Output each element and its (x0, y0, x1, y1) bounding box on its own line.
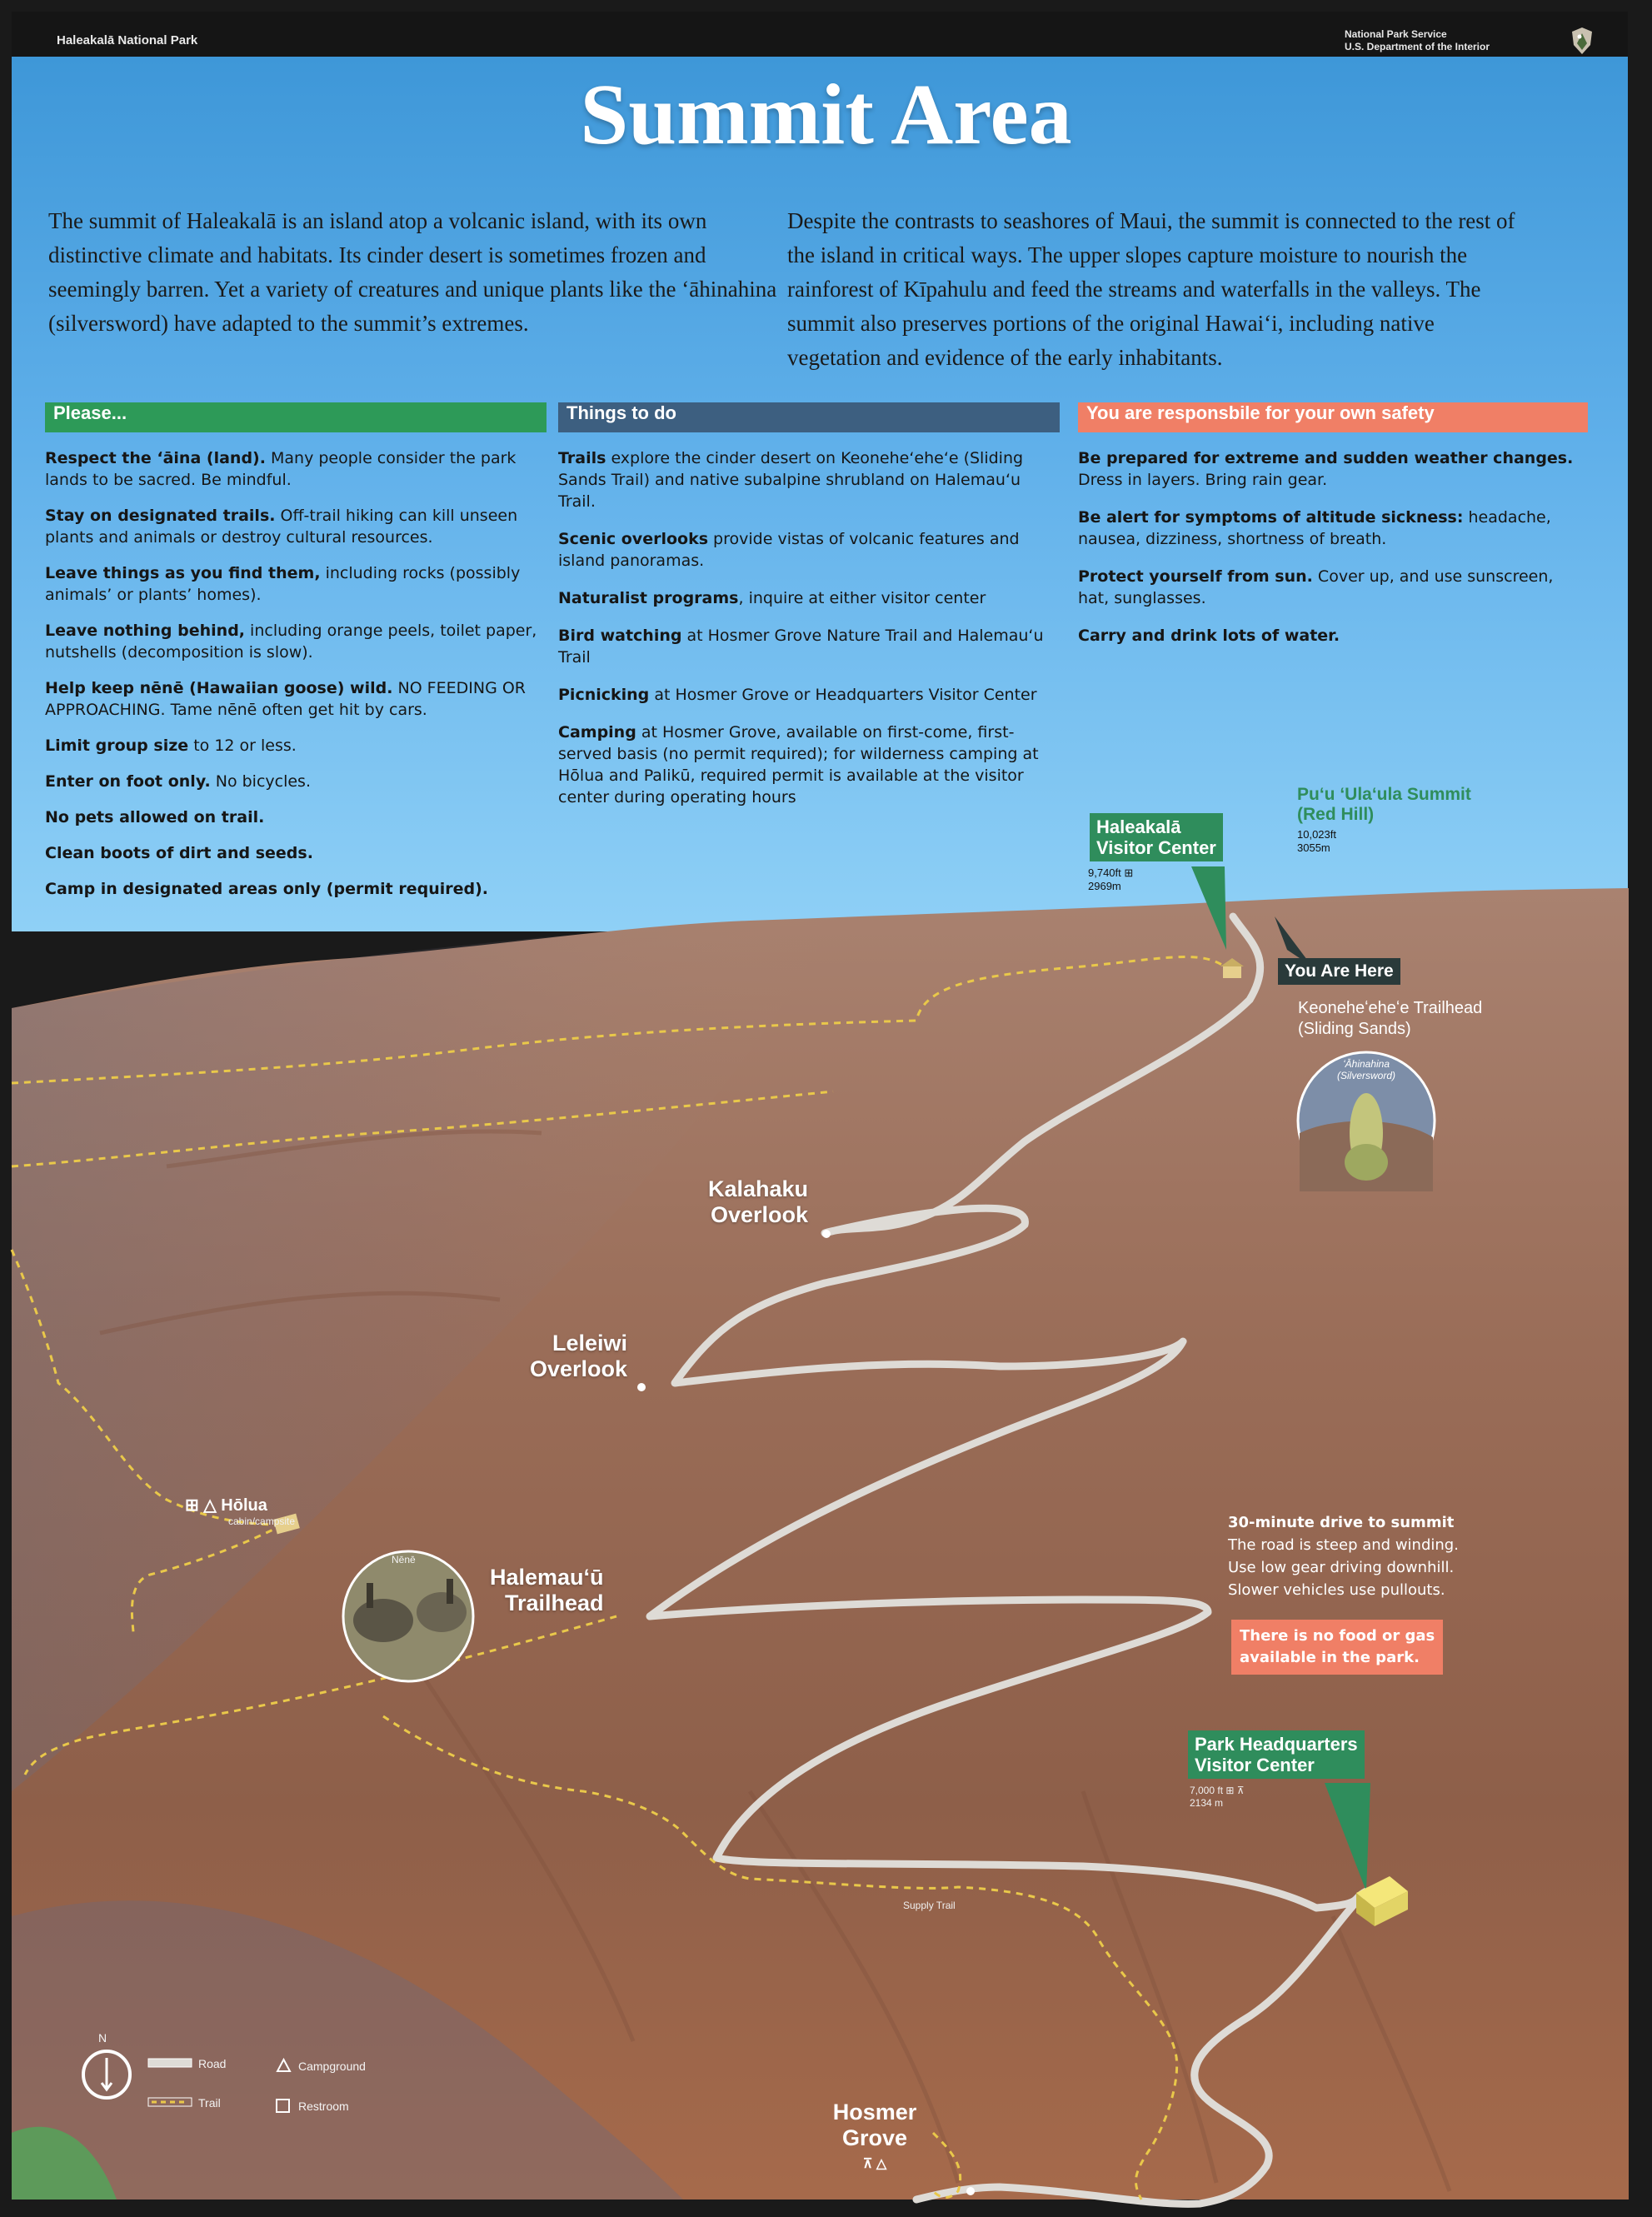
legend-road: Road (198, 2057, 227, 2070)
drive-note: 30-minute drive to summit The road is steep and winding. Use low gear driving downhill. Slower vehicles use pullouts. (1228, 1514, 1459, 1599)
list-item: Stay on designated trails. Off-trail hiking can kill unseen plants and animals or destroy cultural resources. (45, 507, 518, 547)
intro-left: The summit of Haleakalā is an island atop a volcanic island, with its own distinctive climate and habitats. Its cinder desert is sometimes frozen and seemingly barren. Yet a variety of creatures and unique plants like the ʻāhinahina (silversword) have adapted to the summit’s extremes. (48, 208, 777, 336)
campground-icon: △ (876, 2157, 887, 2171)
kalahaku-point (822, 1230, 831, 1238)
things-column (558, 402, 1060, 824)
park-name: Haleakalā National Park (57, 33, 198, 47)
leleiwi-overlook-label: Leleiwi Overlook (530, 1331, 628, 1381)
page-title: Summit Area (580, 67, 1072, 162)
nene-caption: Nēnē (392, 1554, 416, 1565)
list-item: Help keep nēnē (Hawaiian goose) wild. NO FEEDING OR APPROACHING. Tame nēnē often get hit by cars. (45, 679, 526, 719)
list-item: Camping at Hosmer Grove, available on first-come, first-served basis (no permit required); for wilderness camping at Hōlua and Palikū, required permit is available at the visitor center during operating hours (558, 723, 1039, 806)
list-item: Enter on foot only. No bicycles. (45, 772, 311, 791)
keonehe-trailhead-label: Keoneheʻeheʻe Trailhead (Sliding Sands) (1298, 999, 1483, 1038)
please-list (45, 432, 547, 900)
legend-trail: Trail (198, 2096, 221, 2110)
list-item: Leave nothing behind, including orange peels, toilet paper, nutshells (decomposition is slow). (45, 622, 537, 662)
headquarters-elevation: 7,000 ft ⊞ ⊼ 2134 m (1190, 1785, 1245, 1809)
list-item: Naturalist programs, inquire at either visitor center (558, 589, 986, 607)
list-item: Limit group size to 12 or less. (45, 737, 297, 755)
list-item: Leave things as you find them, including rocks (possibly animals’ or plants’ homes). (45, 564, 521, 604)
list-item: Picnicking at Hosmer Grove or Headquarters Visitor Center (558, 686, 1037, 704)
kalahaku-overlook-label: Kalahaku Overlook (708, 1176, 809, 1227)
list-item: Protect yourself from sun. Cover up, and use sunscreen, hat, sunglasses. (1078, 567, 1554, 607)
visitor-center-label: Haleakalā Visitor Center (1090, 813, 1223, 861)
hosmer-point (966, 2187, 975, 2195)
please-heading: Please... (45, 402, 547, 432)
restroom-icon: ⊞ (1225, 1785, 1235, 1796)
campground-icon: △ (203, 1496, 217, 1515)
please-column (45, 402, 547, 914)
leleiwi-point (637, 1383, 646, 1391)
list-item: Carry and drink lots of water. (1078, 627, 1340, 645)
visitor-center-elevation: 9,740ft ⊞ 2969m (1088, 866, 1134, 892)
holua-label: ⊞ △ Hōlua cabin/campsite (185, 1496, 296, 1527)
legend-restroom: Restroom (298, 2100, 349, 2113)
picnic-icon: ⊼ (1236, 1785, 1245, 1796)
nene-photo (343, 1551, 473, 1681)
supply-trail-label: Supply Trail (903, 1900, 956, 1911)
restroom-icon: ⊞ (185, 1496, 199, 1515)
you-are-here-label: You Are Here (1278, 958, 1400, 985)
no-food-warning: There is no food or gas available in the park. (1231, 1620, 1443, 1675)
list-item: Trails explore the cinder desert on Keoneheʻeheʻe (Sliding Sands Trail) and native subalpine shrubland on Halemauʻu Trail. (558, 449, 1024, 511)
silversword-caption: ʻĀhinahina (Silversword) (1336, 1058, 1395, 1081)
list-item: Respect the ʻāina (land). Many people consider the park lands to be sacred. Be mindful. (45, 449, 517, 489)
list-item: Camp in designated areas only (permit required). (45, 880, 488, 898)
headquarters-label: Park Headquarters Visitor Center (1188, 1730, 1365, 1779)
safety-heading: You are responsbile for your own safety (1078, 402, 1588, 432)
hosmer-grove-label: Hosmer Grove ⊼ △ (832, 2100, 917, 2171)
list-item: Be alert for symptoms of altitude sickness: headache, nausea, dizziness, shortness of breath. (1078, 508, 1551, 548)
list-item: Be prepared for extreme and sudden weather changes. Dress in layers. Bring rain gear. (1078, 449, 1574, 489)
legend-campground: Campground (298, 2060, 366, 2073)
things-list (558, 432, 1060, 808)
summit-label: Puʻu ʻUlaʻula Summit (Red Hill) (1297, 785, 1471, 824)
list-item: No pets allowed on trail. (45, 808, 265, 826)
agency-name: National Park Service U.S. Department of the Interior (1345, 28, 1490, 52)
safety-list (1078, 432, 1588, 647)
list-item: Bird watching at Hosmer Grove Nature Trail and Halemauʻu Trail (558, 627, 1044, 667)
things-heading: Things to do (558, 402, 1060, 432)
picnic-icon: ⊼ (862, 2157, 873, 2171)
legend-north: N (98, 2031, 107, 2045)
restroom-icon: ⊞ (1124, 866, 1134, 879)
list-item: Clean boots of dirt and seeds. (45, 844, 313, 862)
halemauu-trailhead-label: Halemauʻū Trailhead (490, 1565, 604, 1615)
legend-road-icon (148, 2059, 192, 2067)
intro-right: Despite the contrasts to seashores of Maui, the summit is connected to the rest of the island in critical ways. The upper slopes capture moisture to nourish the rainforest of Kīpahulu and feed the streams and waterfalls in the valleys. The summit also preserves portions of the original Hawaiʻi, including native vegetation and evidence of the early inhabitants. (787, 208, 1515, 370)
summit-elevation: 10,023ft 3055m (1297, 828, 1336, 854)
safety-column (1078, 402, 1588, 662)
list-item: Scenic overlooks provide vistas of volcanic features and island panoramas. (558, 530, 1020, 570)
